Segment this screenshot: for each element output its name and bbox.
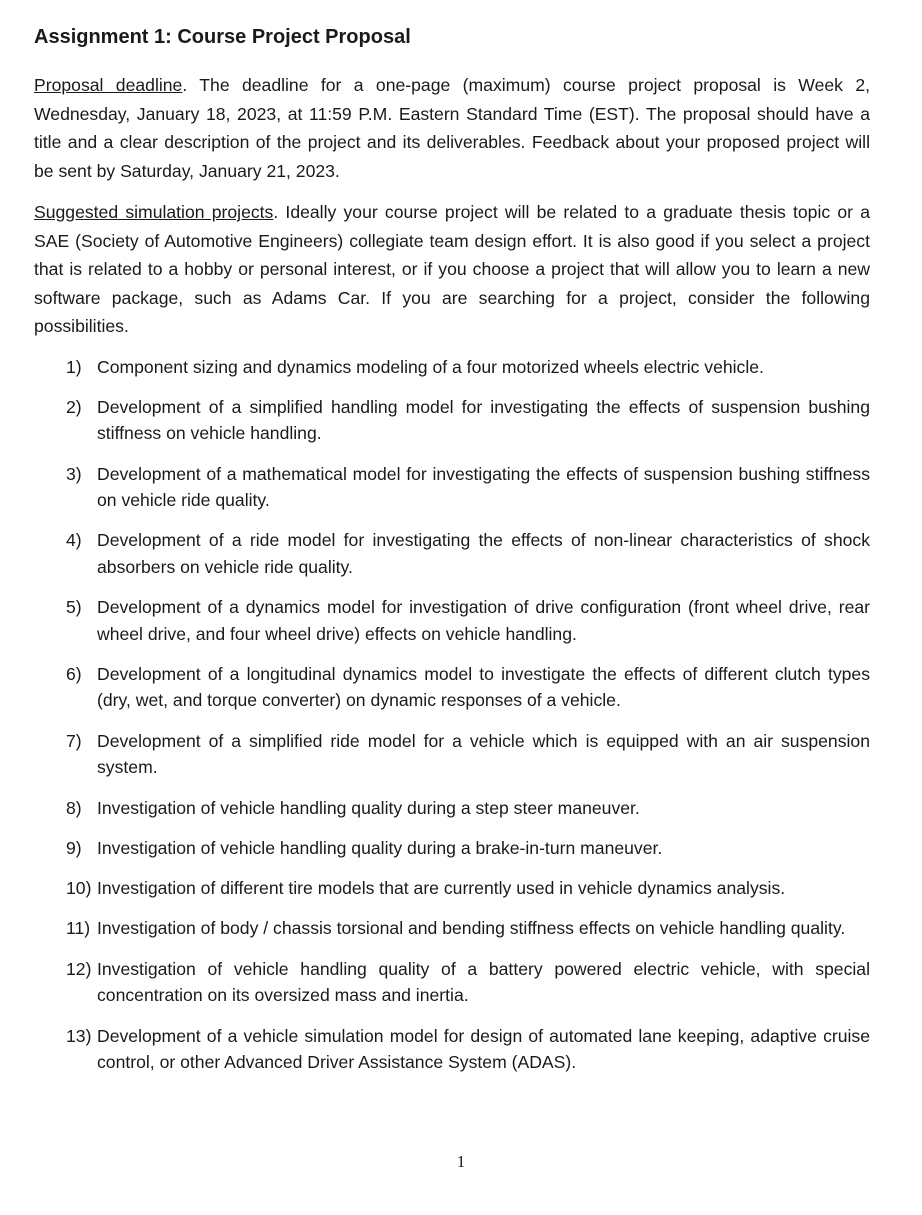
- suggested-projects-text: . Ideally your course project will be related to a graduate thesis topic or a SAE (Society of Automotive Engineers) collegiate team design effort. It is also good if you select a project that is related to a hobby or personal interest, or if you choose a project that will allow you to learn a new software package, such as Adams Car. If you are searching for a project, consider the following possibilities.: [34, 202, 870, 336]
- list-item: [34, 795, 870, 822]
- list-item-text: Development of a longitudinal dynamics model to investigate the effects of different clutch types (dry, wet, and torque converter) on dynamic responses of a vehicle.: [97, 663, 870, 711]
- list-item-text: Development of a simplified ride model for a vehicle which is equipped with an air suspension system.: [97, 730, 870, 778]
- list-item-text: Development of a ride model for investigating the effects of non-linear characteristics of shock absorbers on vehicle ride quality.: [97, 530, 870, 577]
- list-item: [34, 527, 870, 580]
- suggested-projects-heading: Suggested simulation projects: [34, 202, 274, 222]
- list-item-number: 8): [66, 797, 82, 818]
- list-item: [34, 461, 870, 514]
- list-item-number: 13): [66, 1025, 92, 1046]
- page-number: 1: [456, 1152, 466, 1171]
- list-item-number: 7): [66, 730, 82, 751]
- list-item-number: 1): [66, 356, 82, 377]
- project-list: [34, 354, 870, 1076]
- suggested-projects-paragraph: [34, 198, 870, 341]
- list-item: [34, 956, 870, 1009]
- list-item: [34, 835, 870, 862]
- list-item: [34, 728, 870, 781]
- list-item: [34, 915, 870, 942]
- deadline-paragraph: [34, 71, 870, 185]
- list-item-number: 12): [66, 958, 92, 979]
- list-item-text: Investigation of vehicle handling quality during a brake-in-turn maneuver.: [97, 837, 663, 858]
- list-item-text: Investigation of vehicle handling quality of a battery powered electric vehicle, with special concentration on its oversized mass and inertia.: [97, 958, 870, 1006]
- list-item: [34, 394, 870, 447]
- list-item: [34, 354, 870, 381]
- list-item-number: 3): [66, 463, 82, 484]
- document-page: [34, 22, 870, 1089]
- list-item-text: Development of a vehicle simulation model for design of automated lane keeping, adaptive cruise control, or other Advanced Driver Assistance System (ADAS).: [97, 1025, 870, 1073]
- list-item-text: Development of a simplified handling model for investigating the effects of suspension bushing stiffness on vehicle handling.: [97, 396, 870, 444]
- list-item-text: Component sizing and dynamics modeling of a four motorized wheels electric vehicle.: [97, 356, 764, 377]
- deadline-text: . The deadline for a one-page (maximum) course project proposal is Week 2, Wednesday, January 18, 2023, at 11:59 P.M. Eastern Standard Time (EST). The proposal should have a title and a clear description of the project and its deliverables. Feedback about your proposed project will be sent by Saturday, January 21, 2023.: [34, 75, 870, 181]
- list-item-number: 4): [66, 530, 82, 551]
- list-item-number: 10): [66, 878, 92, 899]
- list-item-number: 9): [66, 837, 82, 858]
- document-title: Assignment 1: Course Project Proposal: [34, 26, 411, 48]
- list-item-text: Investigation of vehicle handling quality during a step steer maneuver.: [97, 797, 640, 818]
- list-item-number: 2): [66, 396, 82, 417]
- deadline-heading: Proposal deadline: [34, 75, 183, 95]
- list-item-text: Development of a mathematical model for investigating the effects of suspension bushing stiffness on vehicle ride quality.: [97, 463, 870, 511]
- list-item-text: Investigation of different tire models that are currently used in vehicle dynamics analysis.: [97, 878, 786, 899]
- list-item: [34, 875, 870, 902]
- list-item: [34, 1023, 870, 1076]
- list-item: [34, 661, 870, 714]
- list-item-text: Investigation of body / chassis torsional and bending stiffness effects on vehicle handling quality.: [97, 918, 846, 939]
- list-item-number: 11): [66, 918, 91, 939]
- list-item: [34, 594, 870, 647]
- list-item-number: 5): [66, 597, 82, 618]
- list-item-number: 6): [66, 663, 82, 684]
- list-item-text: Development of a dynamics model for investigation of drive configuration (front wheel drive, rear wheel drive, and four wheel drive) effects on vehicle handling.: [97, 597, 870, 644]
